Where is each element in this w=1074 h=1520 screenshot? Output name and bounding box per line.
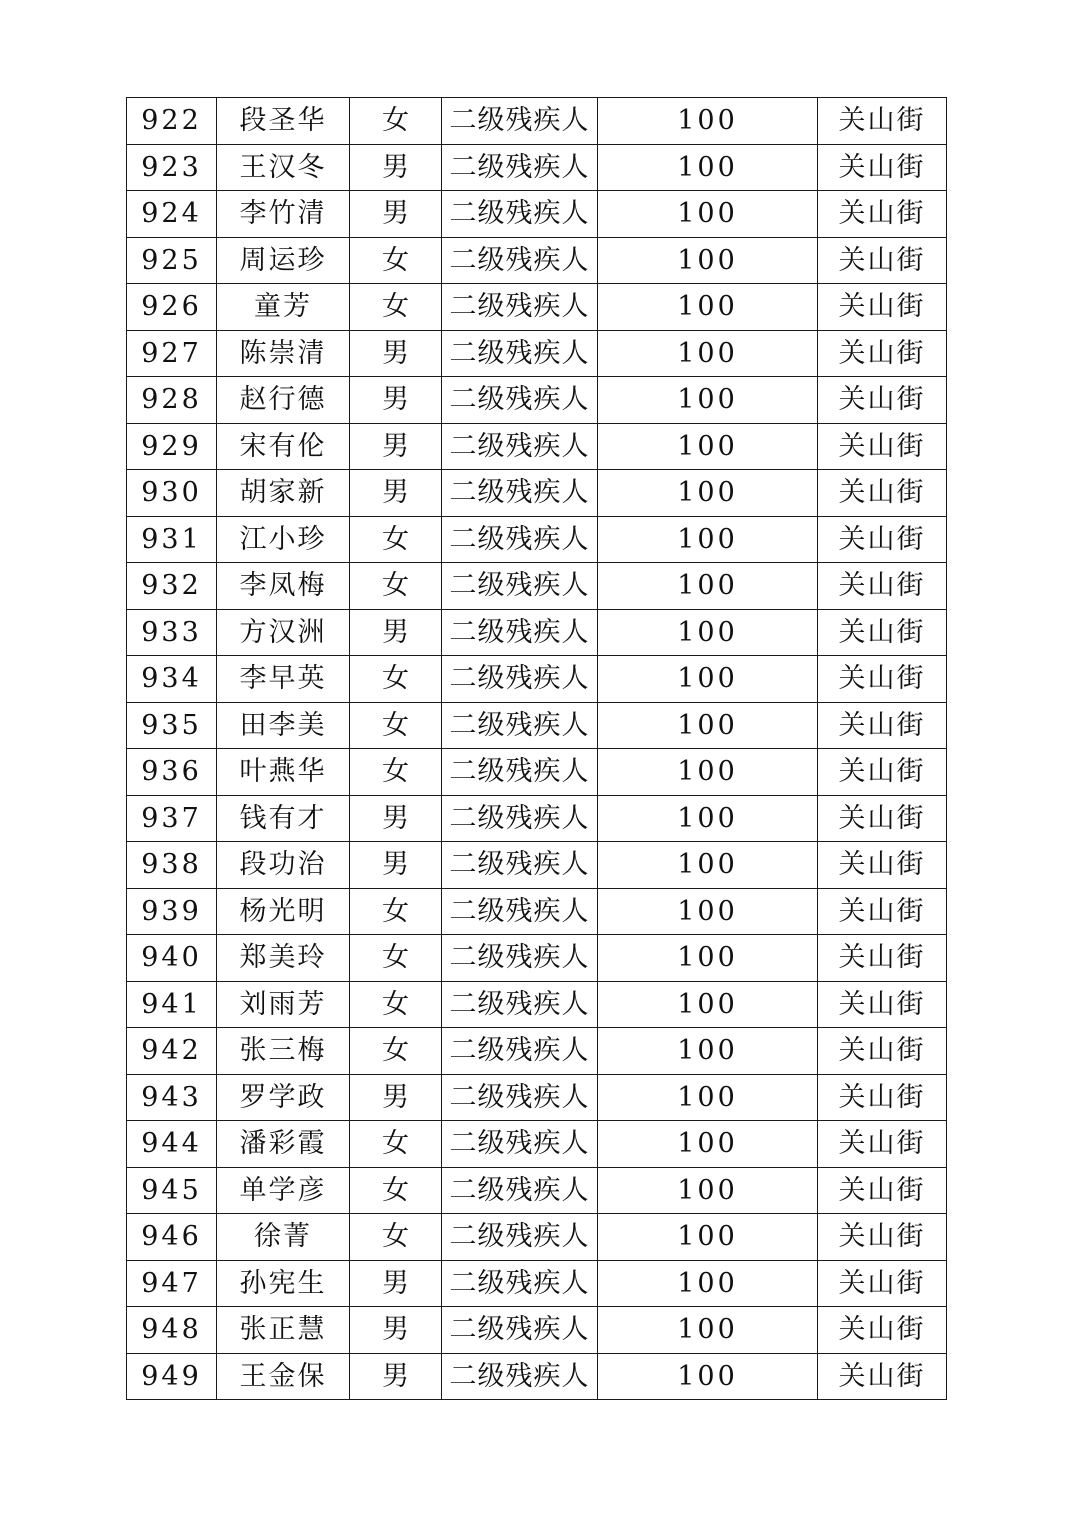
serial-number-cell: 935 (127, 702, 217, 749)
table-row (127, 935, 947, 982)
table-row (127, 981, 947, 1028)
amount-cell: 100 (598, 935, 818, 982)
street-cell: 关山街 (818, 284, 947, 331)
name-cell: 王金保 (217, 1353, 350, 1400)
disability-level-cell: 二级残疾人 (442, 888, 598, 935)
serial-number-cell: 931 (127, 516, 217, 563)
table-row (127, 516, 947, 563)
street-cell: 关山街 (818, 1307, 947, 1354)
serial-number-cell: 939 (127, 888, 217, 935)
disability-level-cell: 二级残疾人 (442, 1353, 598, 1400)
table-row (127, 702, 947, 749)
serial-number-cell: 922 (127, 98, 217, 145)
disability-level-cell: 二级残疾人 (442, 1028, 598, 1075)
gender-cell: 女 (350, 284, 442, 331)
disability-level-cell: 二级残疾人 (442, 1214, 598, 1261)
street-cell: 关山街 (818, 1214, 947, 1261)
street-cell: 关山街 (818, 1353, 947, 1400)
disability-level-cell: 二级残疾人 (442, 516, 598, 563)
name-cell: 王汉冬 (217, 144, 350, 191)
gender-cell: 男 (350, 842, 442, 889)
gender-cell: 男 (350, 795, 442, 842)
gender-cell: 女 (350, 702, 442, 749)
gender-cell: 男 (350, 377, 442, 424)
name-cell: 李竹清 (217, 191, 350, 238)
gender-cell: 女 (350, 563, 442, 610)
street-cell: 关山街 (818, 144, 947, 191)
serial-number-cell: 942 (127, 1028, 217, 1075)
street-cell: 关山街 (818, 609, 947, 656)
gender-cell: 男 (350, 191, 442, 238)
serial-number-cell: 943 (127, 1074, 217, 1121)
table-row (127, 1074, 947, 1121)
street-cell: 关山街 (818, 1167, 947, 1214)
name-cell: 胡家新 (217, 470, 350, 517)
serial-number-cell: 929 (127, 423, 217, 470)
disability-level-cell: 二级残疾人 (442, 470, 598, 517)
name-cell: 江小珍 (217, 516, 350, 563)
name-cell: 李凤梅 (217, 563, 350, 610)
roster-table (126, 97, 947, 1400)
gender-cell: 男 (350, 144, 442, 191)
amount-cell: 100 (598, 98, 818, 145)
table-row (127, 98, 947, 145)
serial-number-cell: 933 (127, 609, 217, 656)
name-cell: 赵行德 (217, 377, 350, 424)
serial-number-cell: 937 (127, 795, 217, 842)
serial-number-cell: 930 (127, 470, 217, 517)
gender-cell: 女 (350, 1214, 442, 1261)
disability-level-cell: 二级残疾人 (442, 330, 598, 377)
name-cell: 孙宪生 (217, 1260, 350, 1307)
street-cell: 关山街 (818, 656, 947, 703)
amount-cell: 100 (598, 1307, 818, 1354)
serial-number-cell: 928 (127, 377, 217, 424)
table-row (127, 563, 947, 610)
amount-cell: 100 (598, 563, 818, 610)
serial-number-cell: 923 (127, 144, 217, 191)
name-cell: 张三梅 (217, 1028, 350, 1075)
disability-level-cell: 二级残疾人 (442, 423, 598, 470)
amount-cell: 100 (598, 377, 818, 424)
table-row (127, 749, 947, 796)
name-cell: 郑美玲 (217, 935, 350, 982)
serial-number-cell: 945 (127, 1167, 217, 1214)
table-row (127, 377, 947, 424)
name-cell: 方汉洲 (217, 609, 350, 656)
gender-cell: 女 (350, 656, 442, 703)
street-cell: 关山街 (818, 702, 947, 749)
table-row (127, 1121, 947, 1168)
name-cell: 单学彦 (217, 1167, 350, 1214)
serial-number-cell: 941 (127, 981, 217, 1028)
table-row (127, 423, 947, 470)
table-row (127, 191, 947, 238)
amount-cell: 100 (598, 1028, 818, 1075)
street-cell: 关山街 (818, 795, 947, 842)
street-cell: 关山街 (818, 1028, 947, 1075)
street-cell: 关山街 (818, 1260, 947, 1307)
gender-cell: 女 (350, 516, 442, 563)
disability-level-cell: 二级残疾人 (442, 1167, 598, 1214)
table-row (127, 888, 947, 935)
street-cell: 关山街 (818, 842, 947, 889)
serial-number-cell: 936 (127, 749, 217, 796)
disability-level-cell: 二级残疾人 (442, 842, 598, 889)
disability-level-cell: 二级残疾人 (442, 1074, 598, 1121)
table-row (127, 144, 947, 191)
disability-level-cell: 二级残疾人 (442, 144, 598, 191)
table-row (127, 1214, 947, 1261)
table-row (127, 842, 947, 889)
disability-level-cell: 二级残疾人 (442, 981, 598, 1028)
name-cell: 陈崇清 (217, 330, 350, 377)
amount-cell: 100 (598, 470, 818, 517)
gender-cell: 男 (350, 1307, 442, 1354)
table-row (127, 656, 947, 703)
gender-cell: 女 (350, 935, 442, 982)
gender-cell: 女 (350, 981, 442, 1028)
street-cell: 关山街 (818, 516, 947, 563)
amount-cell: 100 (598, 842, 818, 889)
street-cell: 关山街 (818, 470, 947, 517)
table-row (127, 1307, 947, 1354)
disability-level-cell: 二级残疾人 (442, 377, 598, 424)
gender-cell: 男 (350, 330, 442, 377)
amount-cell: 100 (598, 702, 818, 749)
amount-cell: 100 (598, 1167, 818, 1214)
amount-cell: 100 (598, 656, 818, 703)
table-row (127, 1260, 947, 1307)
disability-level-cell: 二级残疾人 (442, 284, 598, 331)
serial-number-cell: 932 (127, 563, 217, 610)
gender-cell: 女 (350, 98, 442, 145)
gender-cell: 男 (350, 423, 442, 470)
street-cell: 关山街 (818, 98, 947, 145)
gender-cell: 男 (350, 1353, 442, 1400)
amount-cell: 100 (598, 888, 818, 935)
serial-number-cell: 949 (127, 1353, 217, 1400)
name-cell: 张正慧 (217, 1307, 350, 1354)
disability-level-cell: 二级残疾人 (442, 98, 598, 145)
amount-cell: 100 (598, 1074, 818, 1121)
disability-level-cell: 二级残疾人 (442, 749, 598, 796)
name-cell: 田李美 (217, 702, 350, 749)
street-cell: 关山街 (818, 330, 947, 377)
gender-cell: 男 (350, 1260, 442, 1307)
disability-level-cell: 二级残疾人 (442, 1121, 598, 1168)
gender-cell: 男 (350, 609, 442, 656)
amount-cell: 100 (598, 609, 818, 656)
serial-number-cell: 934 (127, 656, 217, 703)
name-cell: 钱有才 (217, 795, 350, 842)
name-cell: 段功治 (217, 842, 350, 889)
name-cell: 刘雨芳 (217, 981, 350, 1028)
street-cell: 关山街 (818, 1121, 947, 1168)
disability-level-cell: 二级残疾人 (442, 795, 598, 842)
amount-cell: 100 (598, 191, 818, 238)
gender-cell: 女 (350, 1167, 442, 1214)
serial-number-cell: 948 (127, 1307, 217, 1354)
street-cell: 关山街 (818, 423, 947, 470)
disability-level-cell: 二级残疾人 (442, 191, 598, 238)
gender-cell: 女 (350, 237, 442, 284)
street-cell: 关山街 (818, 563, 947, 610)
table-row (127, 1028, 947, 1075)
table-row (127, 330, 947, 377)
name-cell: 叶燕华 (217, 749, 350, 796)
amount-cell: 100 (598, 795, 818, 842)
disability-level-cell: 二级残疾人 (442, 1307, 598, 1354)
amount-cell: 100 (598, 1121, 818, 1168)
name-cell: 周运珍 (217, 237, 350, 284)
amount-cell: 100 (598, 423, 818, 470)
roster-body (127, 98, 947, 1400)
amount-cell: 100 (598, 1260, 818, 1307)
amount-cell: 100 (598, 284, 818, 331)
gender-cell: 女 (350, 888, 442, 935)
gender-cell: 女 (350, 1028, 442, 1075)
name-cell: 杨光明 (217, 888, 350, 935)
serial-number-cell: 944 (127, 1121, 217, 1168)
disability-level-cell: 二级残疾人 (442, 609, 598, 656)
name-cell: 罗学政 (217, 1074, 350, 1121)
table-row (127, 1353, 947, 1400)
table-row (127, 470, 947, 517)
serial-number-cell: 927 (127, 330, 217, 377)
table-row (127, 795, 947, 842)
amount-cell: 100 (598, 1214, 818, 1261)
name-cell: 段圣华 (217, 98, 350, 145)
street-cell: 关山街 (818, 935, 947, 982)
street-cell: 关山街 (818, 377, 947, 424)
gender-cell: 男 (350, 470, 442, 517)
street-cell: 关山街 (818, 237, 947, 284)
street-cell: 关山街 (818, 191, 947, 238)
amount-cell: 100 (598, 1353, 818, 1400)
disability-level-cell: 二级残疾人 (442, 702, 598, 749)
serial-number-cell: 940 (127, 935, 217, 982)
street-cell: 关山街 (818, 749, 947, 796)
name-cell: 李早英 (217, 656, 350, 703)
disability-level-cell: 二级残疾人 (442, 656, 598, 703)
gender-cell: 女 (350, 1121, 442, 1168)
serial-number-cell: 924 (127, 191, 217, 238)
name-cell: 童芳 (217, 284, 350, 331)
gender-cell: 女 (350, 749, 442, 796)
name-cell: 宋有伦 (217, 423, 350, 470)
amount-cell: 100 (598, 516, 818, 563)
serial-number-cell: 947 (127, 1260, 217, 1307)
table-row (127, 237, 947, 284)
table-row (127, 609, 947, 656)
disability-level-cell: 二级残疾人 (442, 237, 598, 284)
disability-level-cell: 二级残疾人 (442, 935, 598, 982)
serial-number-cell: 938 (127, 842, 217, 889)
amount-cell: 100 (598, 144, 818, 191)
serial-number-cell: 926 (127, 284, 217, 331)
amount-cell: 100 (598, 749, 818, 796)
disability-level-cell: 二级残疾人 (442, 1260, 598, 1307)
amount-cell: 100 (598, 330, 818, 377)
amount-cell: 100 (598, 237, 818, 284)
disability-level-cell: 二级残疾人 (442, 563, 598, 610)
name-cell: 徐菁 (217, 1214, 350, 1261)
serial-number-cell: 946 (127, 1214, 217, 1261)
street-cell: 关山街 (818, 888, 947, 935)
amount-cell: 100 (598, 981, 818, 1028)
name-cell: 潘彩霞 (217, 1121, 350, 1168)
serial-number-cell: 925 (127, 237, 217, 284)
street-cell: 关山街 (818, 1074, 947, 1121)
table-row (127, 1167, 947, 1214)
street-cell: 关山街 (818, 981, 947, 1028)
table-row (127, 284, 947, 331)
gender-cell: 男 (350, 1074, 442, 1121)
